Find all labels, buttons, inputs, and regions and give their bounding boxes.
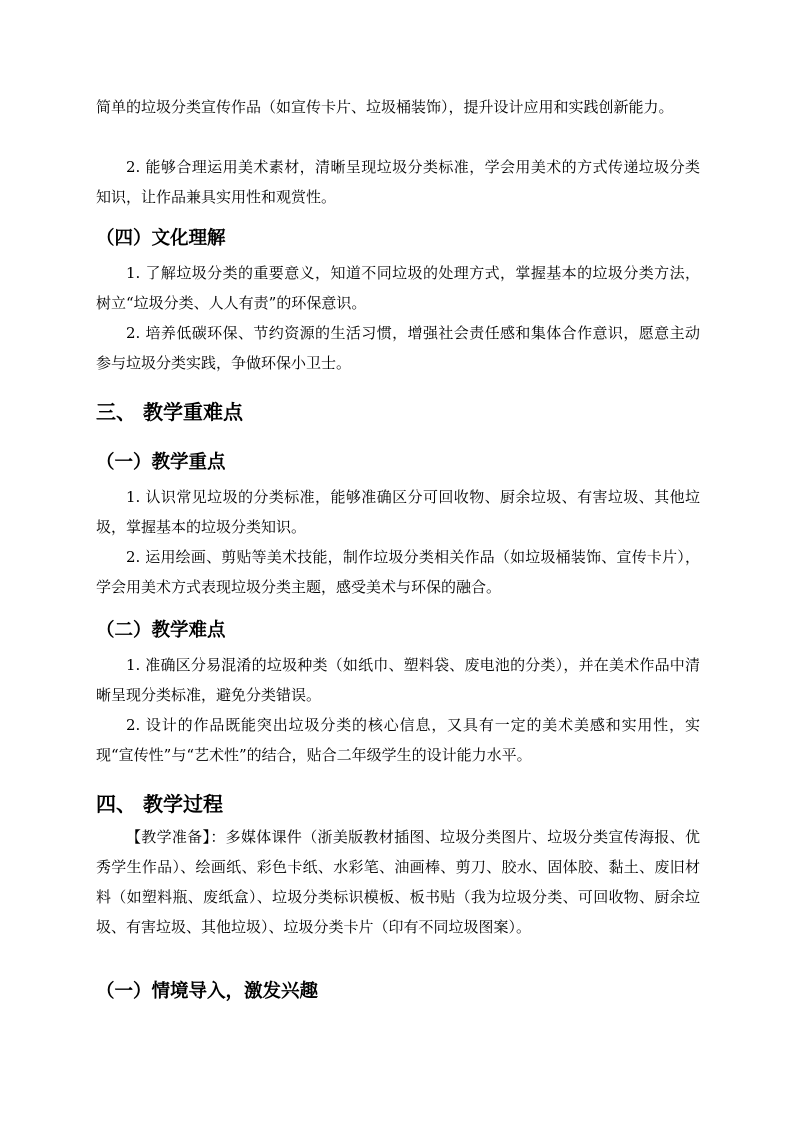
practice-goal-2: 2. 能够合理运用美术素材，清晰呈现垃圾分类标准，学会用美术的方式传递垃圾分类知识，让作品兼具实用性和观赏性。 bbox=[96, 158, 700, 206]
continuation-paragraph: 简单的垃圾分类宣传作品（如宣传卡片、垃圾桶装饰），提升设计应用和实践创新能力。 bbox=[96, 98, 674, 116]
section3-heading: 三、 教学重难点 bbox=[96, 400, 243, 424]
difficult-points-heading: （二）教学难点 bbox=[96, 620, 226, 641]
teaching-preparation: 【教学准备】：多媒体课件（浙美版教材插图、垃圾分类图片、垃圾分类宣传海报、优秀学生作品）、绘画纸、彩色卡纸、水彩笔、油画棒、剪刀、胶水、固体胶、黏土、废旧材料（如塑料瓶、废纸盒）、垃圾分类标识模板、板书贴（我为垃圾分类、可回收物、厨余垃圾、有害垃圾、其他垃圾）、垃圾分类卡片（印有不同垃圾图案）。 bbox=[96, 828, 700, 936]
culture-goal-1: 1. 了解垃圾分类的重要意义，知道不同垃圾的处理方式，掌握基本的垃圾分类方法，树立“垃圾分类、人人有责”的环保意识。 bbox=[96, 264, 700, 312]
section4-heading: 四、 教学过程 bbox=[96, 792, 223, 816]
difficult-point-2: 2. 设计的作品既能突出垃圾分类的核心信息，又具有一定的美术美感和实用性，实现“宣传性”与“艺术性”的结合，贴合二年级学生的设计能力水平。 bbox=[96, 716, 700, 764]
culture-goal-2: 2. 培养低碳环保、节约资源的生活习惯，增强社会责任感和集体合作意识，愿意主动参与垃圾分类实践，争做环保小卫士。 bbox=[96, 324, 700, 372]
key-point-1: 1. 认识常见垃圾的分类标准，能够准确区分可回收物、厨余垃圾、有害垃圾、其他垃圾，掌握基本的垃圾分类知识。 bbox=[96, 488, 700, 536]
key-points-heading: （一）教学重点 bbox=[96, 452, 226, 473]
key-point-2: 2. 运用绘画、剪贴等美术技能，制作垃圾分类相关作品（如垃圾桶装饰、宣传卡片），学会用美术方式表现垃圾分类主题，感受美术与环保的融合。 bbox=[96, 548, 700, 596]
difficult-point-1: 1. 准确区分易混淆的垃圾种类（如纸巾、塑料袋、废电池的分类），并在美术作品中清晰呈现分类标准，避免分类错误。 bbox=[96, 656, 700, 704]
lesson-intro-heading: （一）情境导入，激发兴趣 bbox=[96, 981, 319, 1002]
culture-heading: （四）文化理解 bbox=[96, 228, 226, 249]
